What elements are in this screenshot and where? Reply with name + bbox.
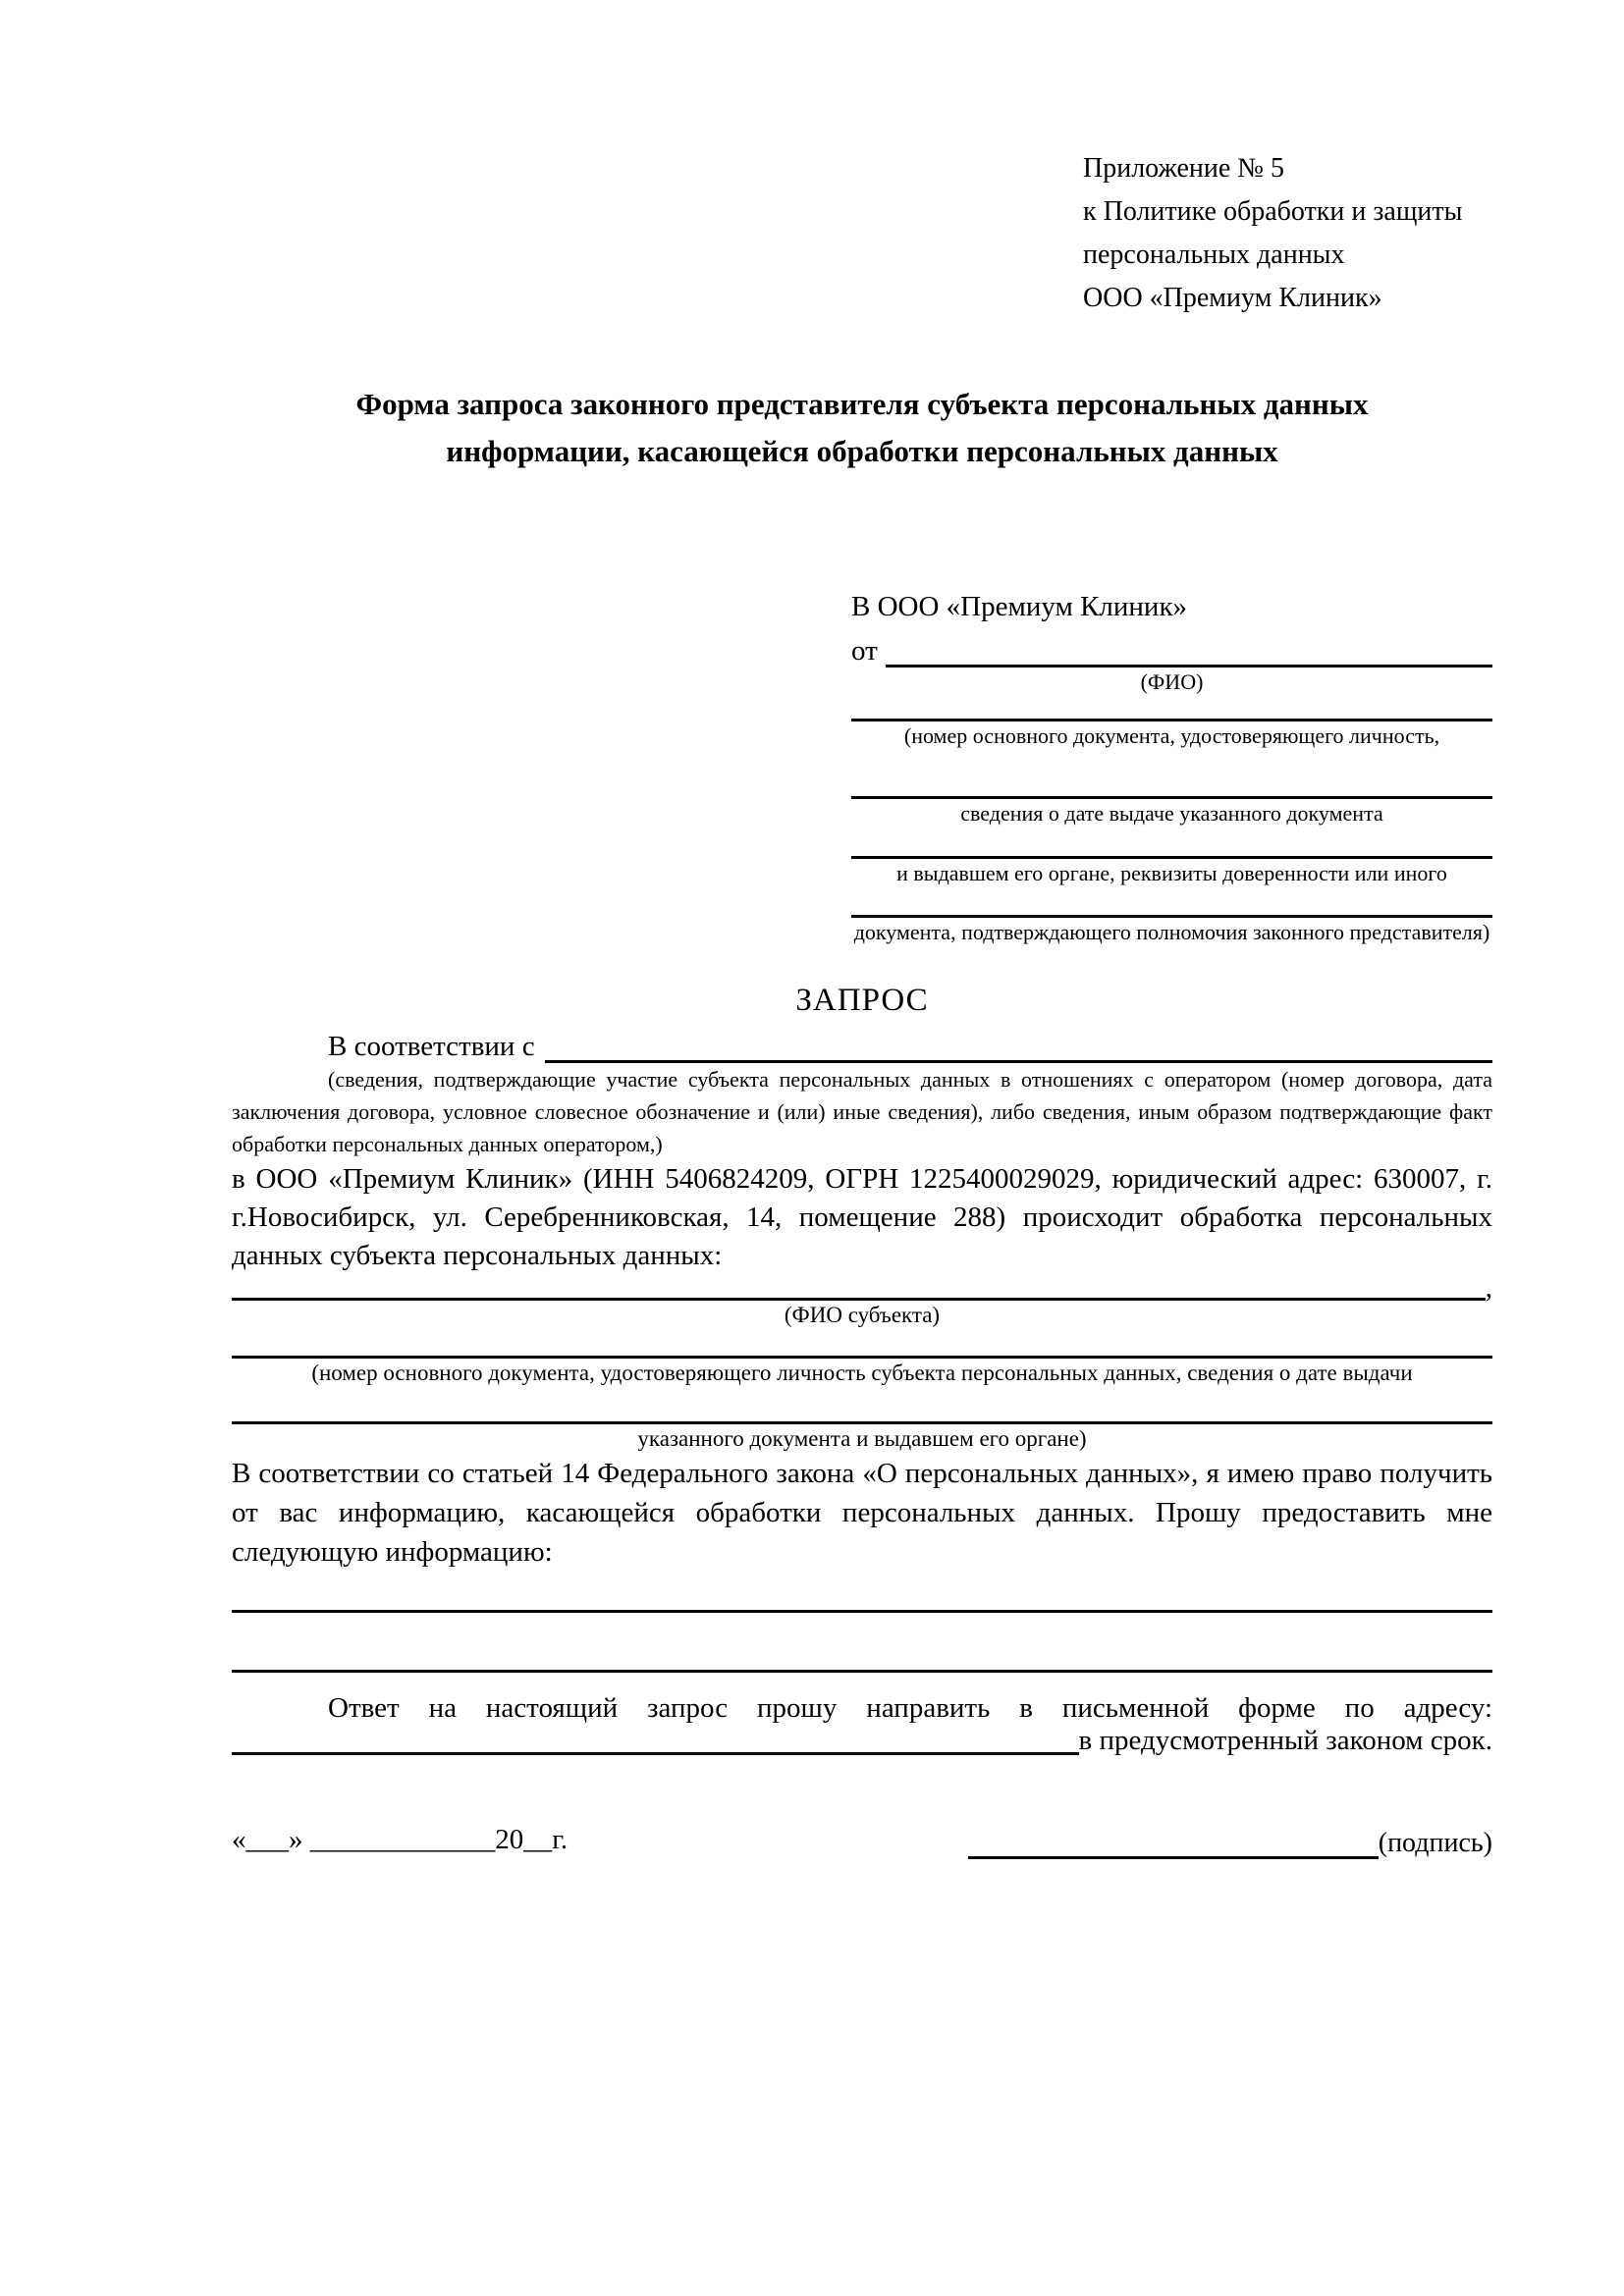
appendix-line: к Политике обработки и защиты bbox=[1083, 196, 1463, 227]
doc-fill-line bbox=[851, 697, 1492, 721]
blank-fill-line bbox=[232, 1572, 1492, 1613]
basis-note: (сведения, подтверждающие участие субъекта персональных данных в отношениях с оператором (номер договора, дата заключения договора, условное словесное обозначение и (или) иные сведения), либо сведения, иным образом подтверждающие факт обработки персональных данных оператором,) bbox=[232, 1067, 1492, 1156]
title-line: Форма запроса законного представителя субъекта персональных данных bbox=[355, 387, 1369, 421]
reply-suffix: в предусмотренный законом срок. bbox=[1078, 1725, 1492, 1756]
fio-caption: (ФИО) bbox=[1140, 669, 1204, 694]
reply-fill-line bbox=[232, 1752, 1079, 1755]
doc-caption: (номер основного документа, удостоверяющего личность, bbox=[903, 723, 1440, 748]
appendix-line: Приложение № 5 bbox=[1083, 153, 1284, 184]
signature-caption: (подпись) bbox=[1378, 1828, 1492, 1858]
from-label: от bbox=[851, 635, 878, 667]
subject-fill-row bbox=[232, 1272, 1492, 1304]
addressee-to: В ООО «Премиум Клиник» bbox=[851, 591, 1188, 622]
request-heading: ЗАПРОС bbox=[795, 983, 929, 1018]
addressee-block bbox=[851, 585, 1492, 947]
basis-row bbox=[232, 1024, 1492, 1063]
basis-label: В соответствии с bbox=[328, 1031, 535, 1062]
reply-fill-row bbox=[232, 1725, 1492, 1756]
footer-row bbox=[232, 1820, 1492, 1859]
doc-fill-line bbox=[851, 828, 1492, 859]
blank-fill-line bbox=[232, 1613, 1492, 1673]
from-row bbox=[851, 628, 1492, 667]
subject-doc-fill-line bbox=[232, 1330, 1492, 1359]
doc-fill-line bbox=[851, 751, 1492, 799]
appendix-line: персональных данных bbox=[1083, 240, 1345, 270]
signature-group bbox=[968, 1827, 1492, 1859]
date-line: «___» _____________20__г. bbox=[232, 1824, 568, 1855]
subject-doc-fill-line bbox=[232, 1388, 1492, 1424]
doc-caption: документа, подтверждающего полномочия законного представителя) bbox=[853, 920, 1490, 944]
subject-fio-caption: (ФИО субъекта) bbox=[784, 1303, 941, 1327]
operator-paragraph: в ООО «Премиум Клиник» (ИНН 5406824209, ОГРН 1225400029029, юридический адрес: 630007, г. г.Новосибирск, ул. Серебренниковская, 14, помещение 288) происходит обработка персональных данных субъекта персональных данных: bbox=[232, 1163, 1492, 1271]
subject-doc-caption: указанного документа и выдавшем его органе) bbox=[637, 1426, 1087, 1451]
doc-caption: и выдавшем его органе, реквизиты доверенности или иного bbox=[896, 861, 1447, 885]
subject-line-comma: , bbox=[1485, 1272, 1492, 1304]
title-line: информации, касающейся обработки персональных данных bbox=[446, 434, 1278, 468]
reply-paragraph: Ответ на настоящий запрос прошу направить в письменной форме по адресу: bbox=[328, 1692, 1492, 1724]
doc-caption: сведения о дате выдаче указанного документа bbox=[960, 801, 1383, 826]
appendix-block bbox=[1083, 147, 1492, 320]
document-title bbox=[232, 381, 1492, 475]
law-paragraph: В соответствии со статьей 14 Федерального закона «О персональных данных», я имею право получить от вас информацию, касающейся обработки персональных данных. Прошу предоставить мне следующую информацию: bbox=[232, 1458, 1492, 1568]
doc-fill-line bbox=[851, 888, 1492, 918]
appendix-line: ООО «Премиум Клиник» bbox=[1083, 283, 1382, 313]
signature-fill-line bbox=[968, 1827, 1379, 1859]
subject-doc-caption: (номер основного документа, удостоверяющего личность субъекта персональных данных, сведения о дате выдачи bbox=[311, 1361, 1413, 1385]
